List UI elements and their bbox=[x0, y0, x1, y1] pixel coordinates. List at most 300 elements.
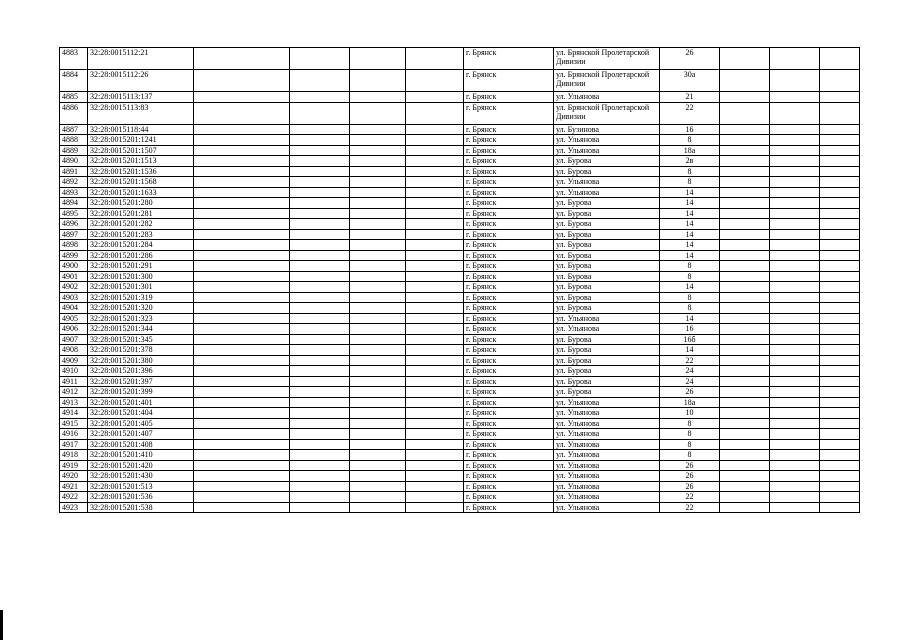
cadastral-number-cell: 32:28:0015201:284 bbox=[88, 240, 194, 251]
row-number-cell: 4918 bbox=[60, 450, 88, 461]
empty-cell bbox=[290, 429, 350, 440]
empty-cell bbox=[290, 408, 350, 419]
street-cell: ул. Ульянова bbox=[554, 439, 660, 450]
empty-cell bbox=[350, 502, 406, 513]
empty-cell bbox=[406, 492, 464, 503]
empty-cell bbox=[820, 166, 860, 177]
empty-cell bbox=[290, 292, 350, 303]
row-number-cell: 4893 bbox=[60, 187, 88, 198]
city-cell: г. Брянск bbox=[464, 313, 554, 324]
empty-cell bbox=[194, 48, 290, 70]
empty-cell bbox=[290, 387, 350, 398]
empty-cell bbox=[820, 292, 860, 303]
empty-cell bbox=[820, 102, 860, 124]
empty-cell bbox=[194, 397, 290, 408]
cadastral-number-cell: 32:28:0015201:396 bbox=[88, 366, 194, 377]
cadastral-number-cell: 32:28:0015201:1633 bbox=[88, 187, 194, 198]
empty-cell bbox=[406, 418, 464, 429]
city-cell: г. Брянск bbox=[464, 418, 554, 429]
house-number-cell: 14 bbox=[660, 208, 720, 219]
row-number-cell: 4883 bbox=[60, 48, 88, 70]
empty-cell bbox=[406, 334, 464, 345]
empty-cell bbox=[406, 219, 464, 230]
registry-table bbox=[59, 47, 860, 513]
empty-cell bbox=[770, 48, 820, 70]
street-cell: ул. Ульянова bbox=[554, 492, 660, 503]
empty-cell bbox=[290, 460, 350, 471]
street-cell: ул. Ульянова bbox=[554, 145, 660, 156]
empty-cell bbox=[350, 418, 406, 429]
house-number-cell: 14 bbox=[660, 219, 720, 230]
empty-cell bbox=[406, 187, 464, 198]
house-number-cell: 8 bbox=[660, 177, 720, 188]
cadastral-number-cell: 32:28:0015201:430 bbox=[88, 471, 194, 482]
house-number-cell: 18а bbox=[660, 397, 720, 408]
cadastral-number-cell: 32:28:0015201:538 bbox=[88, 502, 194, 513]
street-cell: ул. Ульянова bbox=[554, 429, 660, 440]
empty-cell bbox=[770, 345, 820, 356]
empty-cell bbox=[720, 366, 770, 377]
table-row bbox=[60, 376, 860, 387]
empty-cell bbox=[820, 250, 860, 261]
table-row bbox=[60, 48, 860, 70]
house-number-cell: 14 bbox=[660, 250, 720, 261]
city-cell: г. Брянск bbox=[464, 261, 554, 272]
row-number-cell: 4909 bbox=[60, 355, 88, 366]
empty-cell bbox=[290, 397, 350, 408]
empty-cell bbox=[820, 135, 860, 146]
empty-cell bbox=[406, 292, 464, 303]
empty-cell bbox=[770, 102, 820, 124]
table-row bbox=[60, 366, 860, 377]
empty-cell bbox=[820, 345, 860, 356]
street-cell: ул. Ульянова bbox=[554, 471, 660, 482]
row-number-cell: 4915 bbox=[60, 418, 88, 429]
row-number-cell: 4923 bbox=[60, 502, 88, 513]
empty-cell bbox=[820, 481, 860, 492]
empty-cell bbox=[770, 124, 820, 135]
empty-cell bbox=[350, 313, 406, 324]
empty-cell bbox=[770, 240, 820, 251]
cadastral-number-cell: 32:28:0015201:408 bbox=[88, 439, 194, 450]
table-row bbox=[60, 102, 860, 124]
empty-cell bbox=[720, 502, 770, 513]
empty-cell bbox=[720, 439, 770, 450]
cadastral-number-cell: 32:28:0015201:319 bbox=[88, 292, 194, 303]
cadastral-number-cell: 32:28:0015201:513 bbox=[88, 481, 194, 492]
city-cell: г. Брянск bbox=[464, 376, 554, 387]
empty-cell bbox=[720, 229, 770, 240]
empty-cell bbox=[350, 324, 406, 335]
city-cell: г. Брянск bbox=[464, 48, 554, 70]
row-number-cell: 4906 bbox=[60, 324, 88, 335]
cadastral-number-cell: 32:28:0015201:420 bbox=[88, 460, 194, 471]
street-cell: ул. Ульянова bbox=[554, 187, 660, 198]
empty-cell bbox=[194, 408, 290, 419]
city-cell: г. Брянск bbox=[464, 70, 554, 92]
empty-cell bbox=[720, 492, 770, 503]
empty-cell bbox=[290, 303, 350, 314]
cadastral-number-cell: 32:28:0015201:1513 bbox=[88, 156, 194, 167]
house-number-cell: 26 bbox=[660, 481, 720, 492]
house-number-cell: 16 bbox=[660, 124, 720, 135]
street-cell: ул. Бурова bbox=[554, 387, 660, 398]
house-number-cell: 14 bbox=[660, 187, 720, 198]
row-number-cell: 4905 bbox=[60, 313, 88, 324]
empty-cell bbox=[770, 303, 820, 314]
empty-cell bbox=[350, 135, 406, 146]
empty-cell bbox=[194, 229, 290, 240]
empty-cell bbox=[720, 145, 770, 156]
cadastral-number-cell: 32:28:0015201:399 bbox=[88, 387, 194, 398]
empty-cell bbox=[350, 492, 406, 503]
empty-cell bbox=[770, 156, 820, 167]
cadastral-number-cell: 32:28:0015201:378 bbox=[88, 345, 194, 356]
empty-cell bbox=[820, 355, 860, 366]
empty-cell bbox=[770, 355, 820, 366]
empty-cell bbox=[820, 313, 860, 324]
city-cell: г. Брянск bbox=[464, 460, 554, 471]
empty-cell bbox=[820, 429, 860, 440]
empty-cell bbox=[820, 156, 860, 167]
cadastral-number-cell: 32:28:0015201:281 bbox=[88, 208, 194, 219]
table-row bbox=[60, 355, 860, 366]
house-number-cell: 16 bbox=[660, 324, 720, 335]
street-cell: ул. Брянской Пролетарской Дивизии bbox=[554, 48, 660, 70]
row-number-cell: 4914 bbox=[60, 408, 88, 419]
empty-cell bbox=[770, 397, 820, 408]
empty-cell bbox=[770, 366, 820, 377]
empty-cell bbox=[290, 70, 350, 92]
empty-cell bbox=[820, 70, 860, 92]
table-row bbox=[60, 303, 860, 314]
row-number-cell: 4921 bbox=[60, 481, 88, 492]
empty-cell bbox=[406, 124, 464, 135]
empty-cell bbox=[406, 135, 464, 146]
street-cell: ул. Бурова bbox=[554, 282, 660, 293]
empty-cell bbox=[290, 250, 350, 261]
city-cell: г. Брянск bbox=[464, 282, 554, 293]
empty-cell bbox=[770, 439, 820, 450]
cadastral-number-cell: 32:28:0015201:320 bbox=[88, 303, 194, 314]
table-row bbox=[60, 229, 860, 240]
empty-cell bbox=[290, 418, 350, 429]
house-number-cell: 26 bbox=[660, 471, 720, 482]
empty-cell bbox=[770, 250, 820, 261]
empty-cell bbox=[820, 303, 860, 314]
empty-cell bbox=[720, 187, 770, 198]
house-number-cell: 8 bbox=[660, 166, 720, 177]
house-number-cell: 14 bbox=[660, 282, 720, 293]
empty-cell bbox=[194, 313, 290, 324]
empty-cell bbox=[350, 334, 406, 345]
row-number-cell: 4887 bbox=[60, 124, 88, 135]
empty-cell bbox=[406, 471, 464, 482]
row-number-cell: 4897 bbox=[60, 229, 88, 240]
city-cell: г. Брянск bbox=[464, 208, 554, 219]
street-cell: ул. Бурова bbox=[554, 240, 660, 251]
city-cell: г. Брянск bbox=[464, 219, 554, 230]
empty-cell bbox=[770, 429, 820, 440]
empty-cell bbox=[720, 48, 770, 70]
empty-cell bbox=[720, 303, 770, 314]
cadastral-number-cell: 32:28:0015113:83 bbox=[88, 102, 194, 124]
row-number-cell: 4885 bbox=[60, 92, 88, 103]
empty-cell bbox=[770, 229, 820, 240]
table-row bbox=[60, 408, 860, 419]
table-row bbox=[60, 187, 860, 198]
empty-cell bbox=[194, 471, 290, 482]
empty-cell bbox=[290, 208, 350, 219]
table-row bbox=[60, 345, 860, 356]
house-number-cell: 8 bbox=[660, 439, 720, 450]
empty-cell bbox=[820, 450, 860, 461]
empty-cell bbox=[350, 102, 406, 124]
empty-cell bbox=[770, 271, 820, 282]
empty-cell bbox=[350, 282, 406, 293]
row-number-cell: 4901 bbox=[60, 271, 88, 282]
empty-cell bbox=[820, 387, 860, 398]
house-number-cell: 26 bbox=[660, 460, 720, 471]
table-row bbox=[60, 439, 860, 450]
table-row bbox=[60, 70, 860, 92]
empty-cell bbox=[770, 313, 820, 324]
empty-cell bbox=[290, 492, 350, 503]
street-cell: ул. Бурова bbox=[554, 156, 660, 167]
empty-cell bbox=[406, 355, 464, 366]
empty-cell bbox=[350, 187, 406, 198]
empty-cell bbox=[194, 92, 290, 103]
empty-cell bbox=[350, 387, 406, 398]
empty-cell bbox=[290, 471, 350, 482]
empty-cell bbox=[820, 460, 860, 471]
cadastral-number-cell: 32:28:0015118:44 bbox=[88, 124, 194, 135]
row-number-cell: 4902 bbox=[60, 282, 88, 293]
empty-cell bbox=[290, 282, 350, 293]
empty-cell bbox=[350, 450, 406, 461]
empty-cell bbox=[720, 198, 770, 209]
empty-cell bbox=[290, 102, 350, 124]
empty-cell bbox=[770, 324, 820, 335]
registry-rows bbox=[60, 48, 860, 513]
empty-cell bbox=[194, 303, 290, 314]
empty-cell bbox=[820, 408, 860, 419]
empty-cell bbox=[820, 366, 860, 377]
empty-cell bbox=[720, 355, 770, 366]
empty-cell bbox=[194, 208, 290, 219]
table-row bbox=[60, 471, 860, 482]
empty-cell bbox=[770, 460, 820, 471]
table-row bbox=[60, 502, 860, 513]
empty-cell bbox=[194, 387, 290, 398]
empty-cell bbox=[770, 502, 820, 513]
house-number-cell: 10 bbox=[660, 408, 720, 419]
empty-cell bbox=[770, 261, 820, 272]
table-row bbox=[60, 460, 860, 471]
row-number-cell: 4891 bbox=[60, 166, 88, 177]
empty-cell bbox=[770, 376, 820, 387]
house-number-cell: 24 bbox=[660, 366, 720, 377]
empty-cell bbox=[194, 502, 290, 513]
empty-cell bbox=[350, 240, 406, 251]
city-cell: г. Брянск bbox=[464, 481, 554, 492]
row-number-cell: 4922 bbox=[60, 492, 88, 503]
cadastral-number-cell: 32:28:0015201:397 bbox=[88, 376, 194, 387]
row-number-cell: 4900 bbox=[60, 261, 88, 272]
house-number-cell: 30а bbox=[660, 70, 720, 92]
table-row bbox=[60, 135, 860, 146]
city-cell: г. Брянск bbox=[464, 397, 554, 408]
cadastral-number-cell: 32:28:0015201:410 bbox=[88, 450, 194, 461]
row-number-cell: 4886 bbox=[60, 102, 88, 124]
house-number-cell: 18а bbox=[660, 145, 720, 156]
city-cell: г. Брянск bbox=[464, 387, 554, 398]
cadastral-number-cell: 32:28:0015201:280 bbox=[88, 198, 194, 209]
empty-cell bbox=[820, 324, 860, 335]
table-row bbox=[60, 334, 860, 345]
empty-cell bbox=[350, 292, 406, 303]
row-number-cell: 4892 bbox=[60, 177, 88, 188]
empty-cell bbox=[820, 502, 860, 513]
street-cell: ул. Ульянова bbox=[554, 397, 660, 408]
table-row bbox=[60, 166, 860, 177]
city-cell: г. Брянск bbox=[464, 92, 554, 103]
table-row bbox=[60, 418, 860, 429]
row-number-cell: 4898 bbox=[60, 240, 88, 251]
empty-cell bbox=[820, 376, 860, 387]
house-number-cell: 8 bbox=[660, 303, 720, 314]
table-row bbox=[60, 271, 860, 282]
street-cell: ул. Ульянова bbox=[554, 408, 660, 419]
empty-cell bbox=[350, 166, 406, 177]
city-cell: г. Брянск bbox=[464, 271, 554, 282]
empty-cell bbox=[720, 166, 770, 177]
cadastral-number-cell: 32:28:0015201:405 bbox=[88, 418, 194, 429]
empty-cell bbox=[820, 187, 860, 198]
table-row bbox=[60, 124, 860, 135]
city-cell: г. Брянск bbox=[464, 334, 554, 345]
empty-cell bbox=[406, 166, 464, 177]
empty-cell bbox=[820, 48, 860, 70]
empty-cell bbox=[194, 177, 290, 188]
street-cell: ул. Ульянова bbox=[554, 460, 660, 471]
cadastral-number-cell: 32:28:0015201:1536 bbox=[88, 166, 194, 177]
empty-cell bbox=[194, 135, 290, 146]
empty-cell bbox=[194, 345, 290, 356]
table-row bbox=[60, 324, 860, 335]
empty-cell bbox=[820, 208, 860, 219]
street-cell: ул. Бурова bbox=[554, 229, 660, 240]
house-number-cell: 2в bbox=[660, 156, 720, 167]
row-number-cell: 4894 bbox=[60, 198, 88, 209]
empty-cell bbox=[194, 355, 290, 366]
street-cell: ул. Бузинова bbox=[554, 124, 660, 135]
empty-cell bbox=[820, 439, 860, 450]
empty-cell bbox=[770, 92, 820, 103]
street-cell: ул. Ульянова bbox=[554, 481, 660, 492]
empty-cell bbox=[406, 70, 464, 92]
empty-cell bbox=[406, 387, 464, 398]
empty-cell bbox=[720, 177, 770, 188]
city-cell: г. Брянск bbox=[464, 345, 554, 356]
house-number-cell: 14 bbox=[660, 229, 720, 240]
empty-cell bbox=[350, 366, 406, 377]
empty-cell bbox=[350, 481, 406, 492]
row-number-cell: 4908 bbox=[60, 345, 88, 356]
empty-cell bbox=[720, 102, 770, 124]
empty-cell bbox=[770, 198, 820, 209]
street-cell: ул. Бурова bbox=[554, 208, 660, 219]
empty-cell bbox=[290, 450, 350, 461]
empty-cell bbox=[194, 481, 290, 492]
empty-cell bbox=[720, 135, 770, 146]
empty-cell bbox=[350, 397, 406, 408]
empty-cell bbox=[720, 324, 770, 335]
house-number-cell: 22 bbox=[660, 502, 720, 513]
empty-cell bbox=[194, 124, 290, 135]
empty-cell bbox=[406, 177, 464, 188]
empty-cell bbox=[350, 177, 406, 188]
city-cell: г. Брянск bbox=[464, 135, 554, 146]
street-cell: ул. Бурова bbox=[554, 376, 660, 387]
empty-cell bbox=[194, 102, 290, 124]
city-cell: г. Брянск bbox=[464, 240, 554, 251]
street-cell: ул. Брянской Пролетарской Дивизии bbox=[554, 102, 660, 124]
row-number-cell: 4916 bbox=[60, 429, 88, 440]
empty-cell bbox=[406, 313, 464, 324]
empty-cell bbox=[350, 439, 406, 450]
empty-cell bbox=[820, 145, 860, 156]
empty-cell bbox=[194, 366, 290, 377]
cadastral-number-cell: 32:28:0015201:404 bbox=[88, 408, 194, 419]
cadastral-number-cell: 32:28:0015201:1241 bbox=[88, 135, 194, 146]
cadastral-number-cell: 32:28:0015201:407 bbox=[88, 429, 194, 440]
table-row bbox=[60, 198, 860, 209]
empty-cell bbox=[406, 460, 464, 471]
cadastral-number-cell: 32:28:0015113:137 bbox=[88, 92, 194, 103]
empty-cell bbox=[290, 271, 350, 282]
empty-cell bbox=[770, 387, 820, 398]
empty-cell bbox=[350, 198, 406, 209]
city-cell: г. Брянск bbox=[464, 145, 554, 156]
empty-cell bbox=[290, 48, 350, 70]
empty-cell bbox=[820, 492, 860, 503]
empty-cell bbox=[770, 418, 820, 429]
street-cell: ул. Бурова bbox=[554, 355, 660, 366]
table-row bbox=[60, 208, 860, 219]
cadastral-number-cell: 32:28:0015201:323 bbox=[88, 313, 194, 324]
empty-cell bbox=[194, 156, 290, 167]
empty-cell bbox=[290, 219, 350, 230]
empty-cell bbox=[290, 261, 350, 272]
empty-cell bbox=[720, 92, 770, 103]
empty-cell bbox=[406, 261, 464, 272]
table-row bbox=[60, 156, 860, 167]
street-cell: ул. Ульянова bbox=[554, 313, 660, 324]
empty-cell bbox=[820, 418, 860, 429]
empty-cell bbox=[350, 229, 406, 240]
house-number-cell: 22 bbox=[660, 492, 720, 503]
empty-cell bbox=[406, 397, 464, 408]
table-row bbox=[60, 481, 860, 492]
empty-cell bbox=[770, 145, 820, 156]
cadastral-number-cell: 32:28:0015201:283 bbox=[88, 229, 194, 240]
city-cell: г. Брянск bbox=[464, 250, 554, 261]
empty-cell bbox=[350, 208, 406, 219]
house-number-cell: 8 bbox=[660, 292, 720, 303]
table-row bbox=[60, 261, 860, 272]
street-cell: ул. Бурова bbox=[554, 292, 660, 303]
